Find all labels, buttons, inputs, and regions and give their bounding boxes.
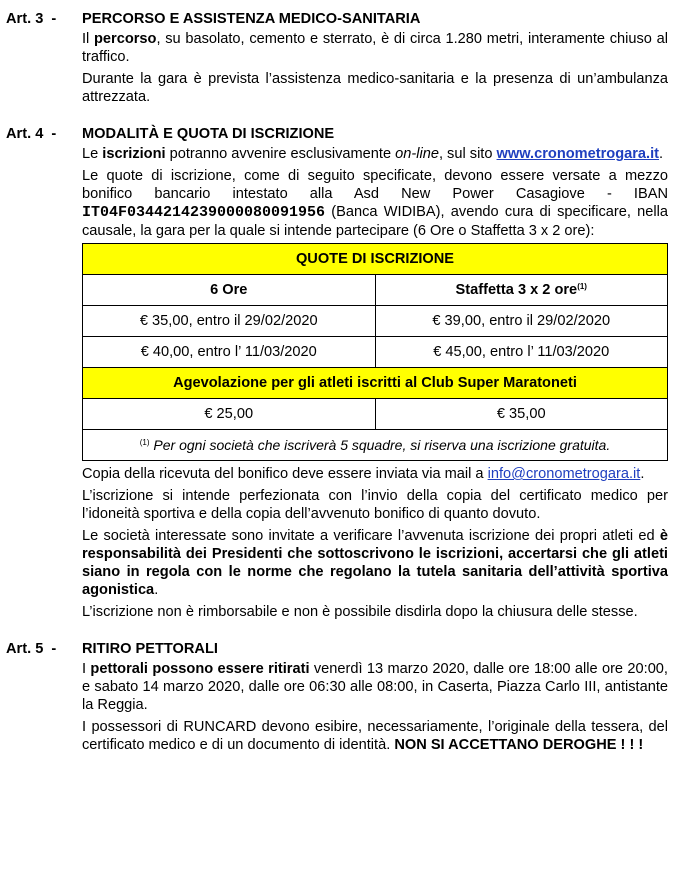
article-5-heading — [6, 640, 668, 658]
table-cell: € 45,00, entro l’ 11/03/2020 — [375, 337, 668, 368]
table-row — [83, 399, 668, 430]
article-title: RITIRO PETTORALI — [82, 641, 218, 657]
paragraph — [82, 465, 668, 483]
header-text: Staffetta 3 x 2 ore — [455, 282, 578, 298]
text: Le — [82, 146, 103, 162]
website-link[interactable]: www.cronometrogara.it — [496, 146, 659, 162]
bold-text: è responsabilità dei Presidenti che sottoscrivono le iscrizioni, accertarsi che gli atleti siano in regola con le norme che regolano la tutela sanitaria dell’attività sportiva agonistica — [82, 528, 668, 598]
paragraph — [82, 145, 668, 163]
table-cell: € 35,00, entro il 29/02/2020 — [83, 306, 376, 337]
text: I — [82, 661, 91, 677]
text: Copia della ricevuta del bonifico deve essere inviata via mail a — [82, 466, 488, 482]
text: potranno avvenire esclusivamente — [165, 146, 396, 162]
article-4 — [6, 125, 668, 621]
table-cell: € 39,00, entro il 29/02/2020 — [375, 306, 668, 337]
bold-text: percorso — [94, 31, 157, 47]
text: . — [659, 146, 664, 162]
table-cell: € 25,00 — [83, 399, 376, 430]
footnote-mark: (1) — [139, 437, 150, 447]
text: I possessori di RUNCARD devono esibire, necessariamente, l’originale della tessera, del certificato medico e di un documento di identità. — [82, 719, 668, 753]
footnote-mark: (1) — [577, 282, 587, 291]
club-discount-header: Agevolazione per gli atleti iscritti al Club Super Maratoneti — [83, 368, 668, 399]
paragraph — [82, 660, 668, 714]
bold-text: pettorali possono essere ritirati — [90, 661, 310, 677]
iban: IT04F0344214239000080091956 — [82, 204, 326, 221]
article-3-heading — [6, 10, 668, 28]
text: , su basolato, cemento e sterrato, è di circa 1.280 metri, interamente chiuso al traffico. — [82, 31, 668, 65]
article-number: Art. 4 - — [6, 126, 57, 142]
bold-text: NON SI ACCETTANO DEROGHE ! ! ! — [394, 737, 644, 753]
article-title: PERCORSO E ASSISTENZA MEDICO-SANITARIA — [82, 11, 421, 27]
article-3 — [6, 10, 668, 106]
footnote-text: Per ogni società che iscriverà 5 squadre, si riserva una iscrizione gratuita. — [149, 436, 611, 453]
paragraph — [82, 527, 668, 599]
text: . — [154, 582, 159, 598]
paragraph — [82, 718, 668, 754]
table-row — [83, 306, 668, 337]
text: venerdì 13 marzo 2020, dalle ore 18:00 alle ore 20:00, e sabato 14 marzo 2020, dalle ore 06:30 alle 08:00, in Caserta, Piazza Carlo III, antistante la Reggia. — [82, 661, 668, 713]
column-header-staffetta — [375, 275, 668, 306]
fees-table-title: QUOTE DI ISCRIZIONE — [83, 244, 668, 275]
table-row — [83, 337, 668, 368]
article-5 — [6, 640, 668, 754]
article-title: MODALITÀ E QUOTA DI ISCRIZIONE — [82, 126, 335, 142]
text: (Banca WIDIBA), avendo cura di specificare, nella causale, la gara per la quale si intende partecipare (6 Ore o Staffetta 3 x 2 ore): — [82, 204, 668, 239]
paragraph: L’iscrizione non è rimborsabile e non è possibile disdirla dopo la chiusura delle stesse. — [82, 604, 638, 620]
text: . — [640, 466, 645, 482]
table-footnote — [83, 430, 668, 461]
paragraph: Durante la gara è prevista l’assistenza medico-sanitaria e la presenza di un’ambulanza attrezzata. — [82, 71, 668, 105]
column-header-6-ore: 6 Ore — [83, 275, 376, 306]
paragraph — [82, 167, 668, 240]
table-cell: € 35,00 — [375, 399, 668, 430]
fees-table — [82, 243, 668, 461]
article-number: Art. 5 - — [6, 641, 57, 657]
table-cell: € 40,00, entro l’ 11/03/2020 — [83, 337, 376, 368]
article-number: Art. 3 - — [6, 11, 57, 27]
email-link[interactable]: info@cronometrogara.it — [487, 466, 641, 482]
italic-text: on-line — [395, 146, 439, 162]
text: Il — [82, 31, 95, 47]
text: Le quote di iscrizione, come di seguito specificate, devono essere versate a mezzo bonifico bancario intestato alla Asd New Power Casagiove - IBAN — [82, 168, 668, 202]
article-4-heading — [6, 125, 668, 143]
paragraph — [82, 30, 668, 66]
text: , sul sito — [438, 146, 497, 162]
text: Le società interessate sono invitate a verificare l’avvenuta iscrizione dei propri atleti ed — [82, 528, 660, 544]
paragraph: L’iscrizione si intende perfezionata con l’invio della copia del certificato medico per l’idoneità sportiva e della copia dell’avvenuto bonifico di quanto dovuto. — [82, 488, 668, 522]
bold-text: iscrizioni — [102, 146, 166, 162]
